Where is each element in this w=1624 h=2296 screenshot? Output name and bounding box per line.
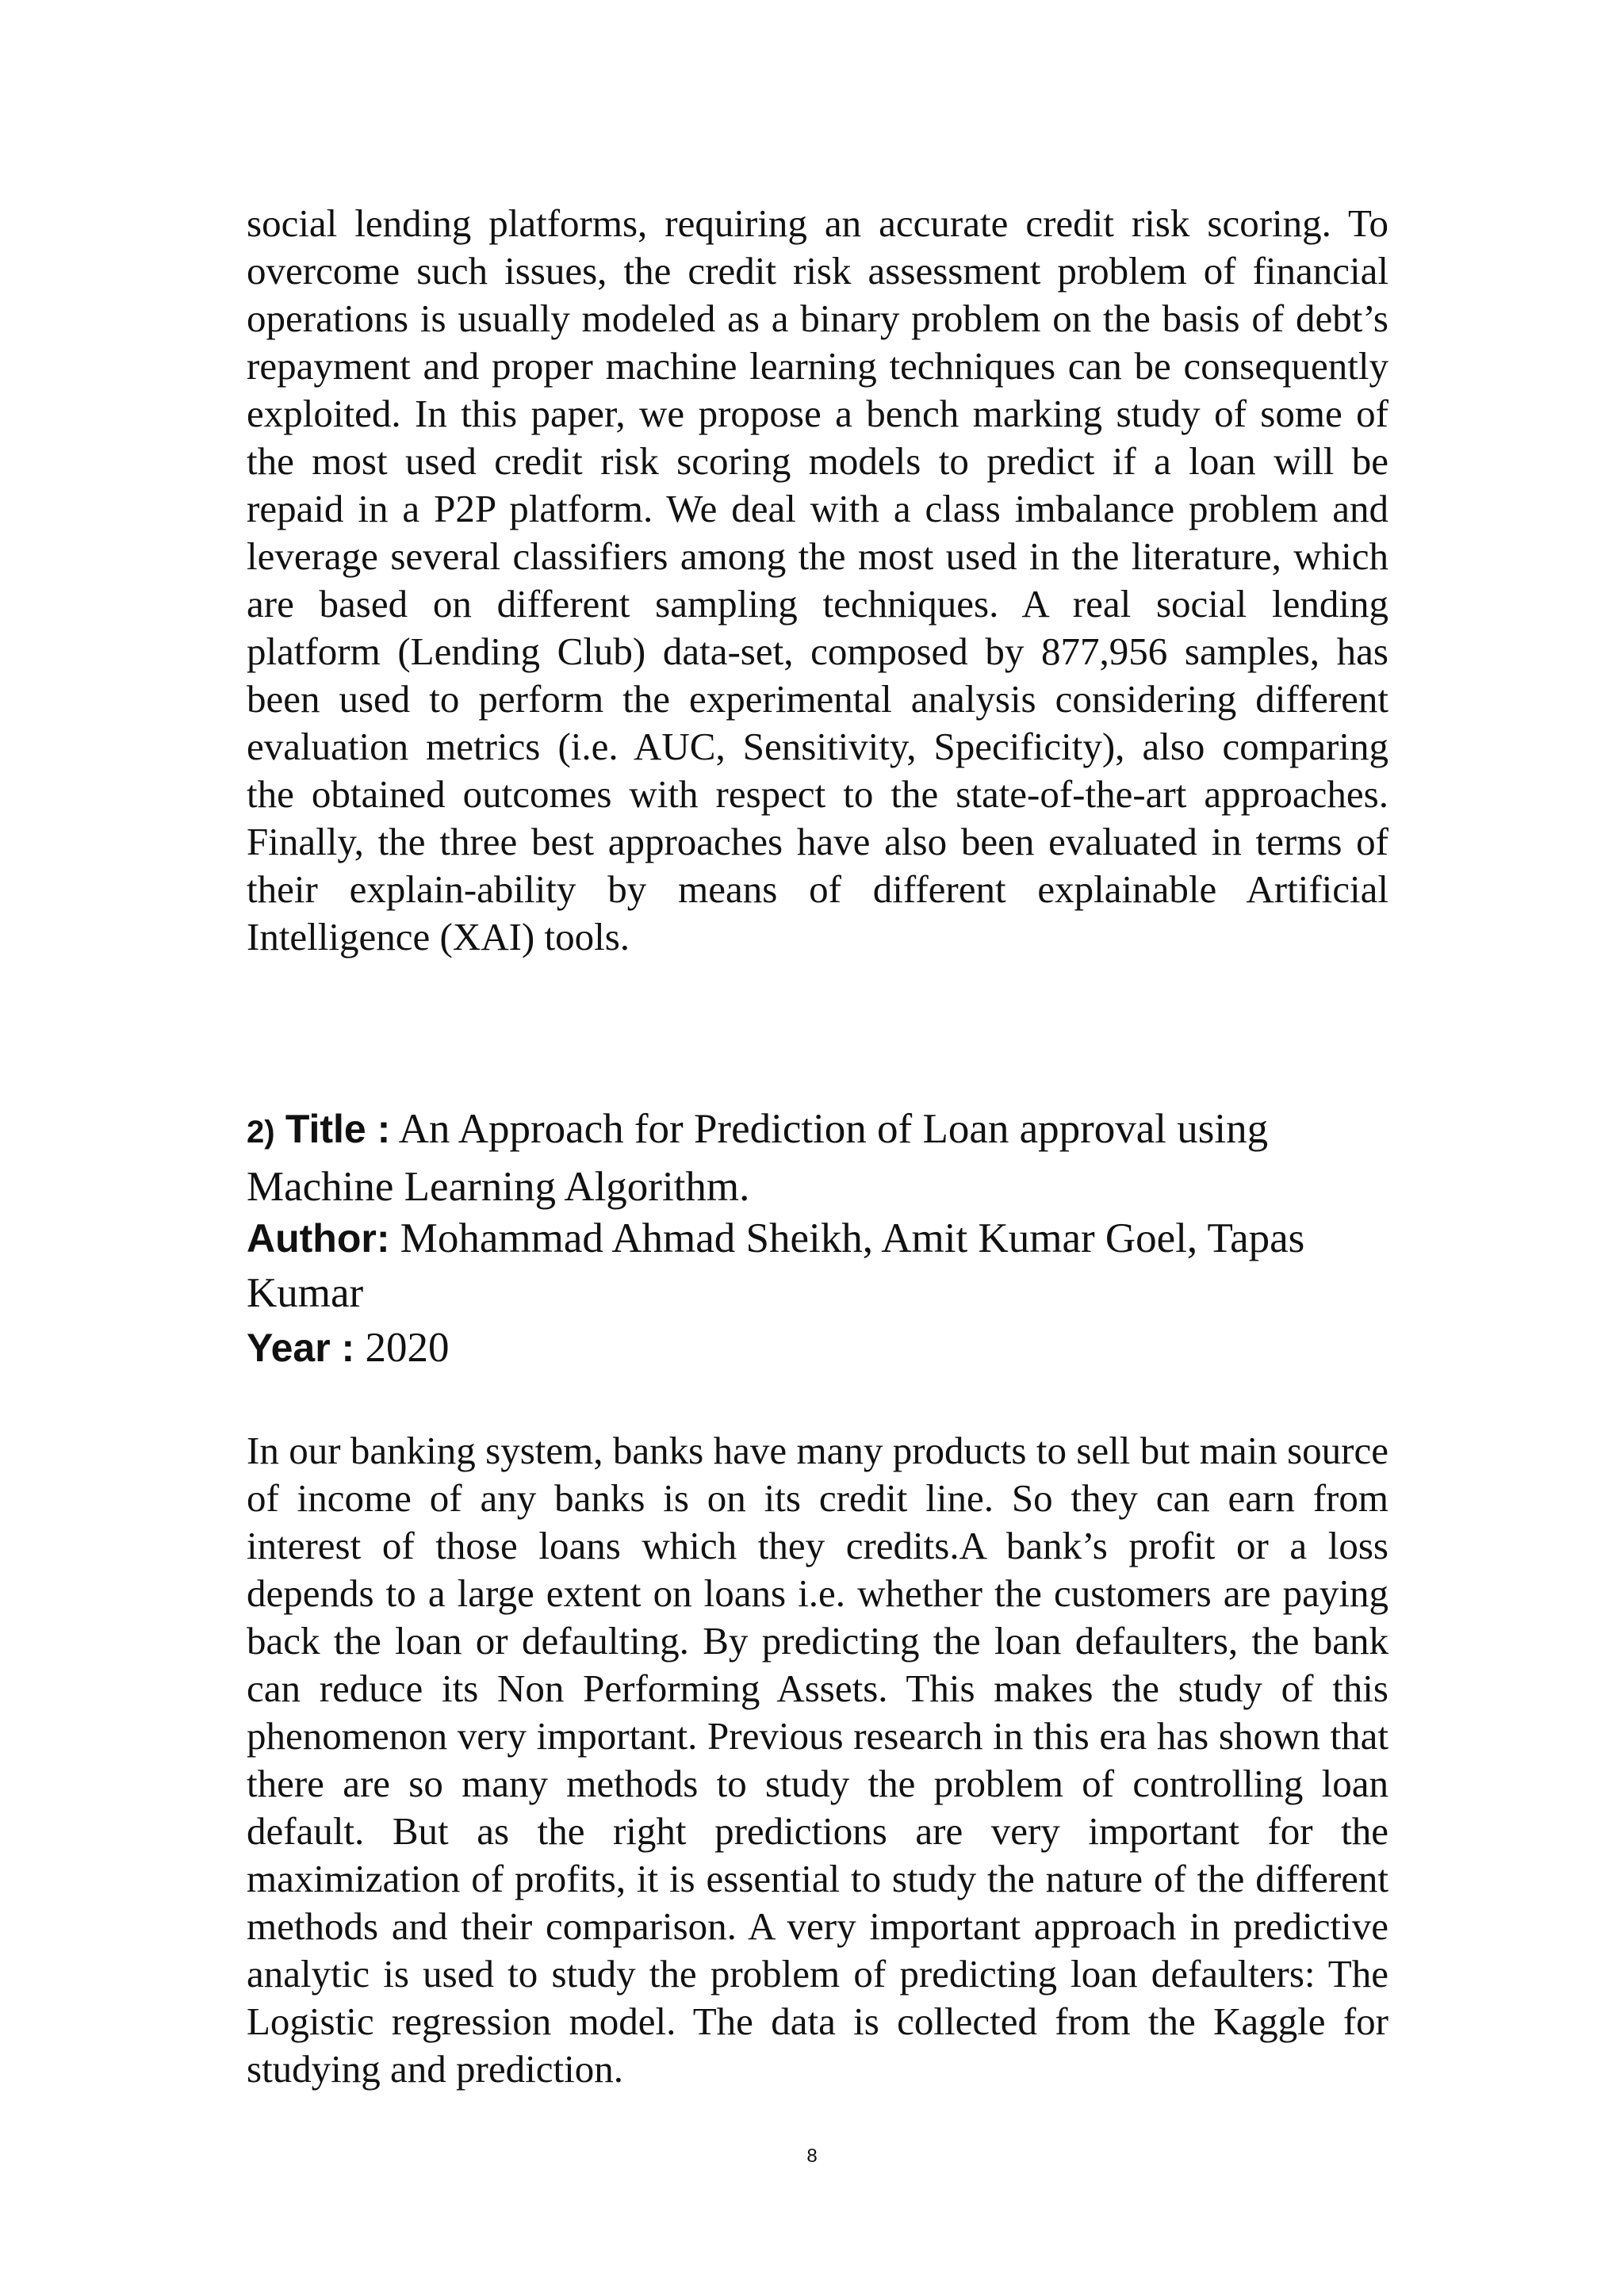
paper-abstract: In our banking system, banks have many products to sell but main source of income of any banks is on its credit line. So they can earn from interest of those loans which they credits.A bank’s profit or a loss depends to a large extent on loans i.e. whether the customers are paying back the loan or defaulting. By predicting the loan defaulters, the bank can reduce its Non Performing Assets. This makes the study of this phenomenon very important. Previous research in this era has shown that there are so many methods to study the problem of controlling loan default. But as the right predictions are very important for the maximization of profits, it is essential to study the nature of the different methods and their comparison. A very important approach in predictive analytic is used to study the problem of predicting loan defaulters: The Logistic regression model. The data is collected from the Kaggle for studying and prediction. bbox=[247, 1429, 1388, 2091]
previous-paper-abstract: social lending platforms, requiring an accurate credit risk scoring. To overcome such issues, the credit risk assessment problem of financial operations is usually modeled as a binary problem on the basis of debt’s repayment and proper machine learning techniques can be consequently exploited. In this paper, we propose a bench marking study of some of the most used credit risk scoring models to predict if a loan will be repaid in a P2P platform. We deal with a class imbalance problem and leverage several classifiers among the most used in the literature, which are based on different sampling techniques. A real social lending platform (Lending Club) data-set, composed by 877,956 samples, has been used to perform the experimental analysis considering different evaluation metrics (i.e. AUC, Sensitivity, Specificity), also comparing the obtained outcomes with respect to the state-of-the-art approaches. Finally, the three best approaches have also been evaluated in terms of their explain-ability by means of different explainable Artificial Intelligence (XAI) tools. bbox=[247, 201, 1388, 959]
paper-year: 2020 bbox=[365, 1325, 450, 1371]
entry-number: 2) bbox=[247, 1115, 275, 1150]
year-label: Year : bbox=[247, 1326, 355, 1370]
paper-title: An Approach for Prediction of Loan approval using Machine Learning Algorithm. bbox=[247, 1106, 1269, 1210]
page-number: 8 bbox=[806, 2145, 818, 2167]
paper-authors: Mohammad Ahmad Sheikh, Amit Kumar Goel, Tapas Kumar bbox=[247, 1215, 1305, 1316]
paper-author-entry bbox=[247, 1211, 1388, 1321]
paper-year-entry bbox=[247, 1321, 1388, 1376]
author-label: Author: bbox=[247, 1216, 390, 1261]
title-label: Title : bbox=[285, 1107, 391, 1151]
paper-title-entry bbox=[247, 1102, 1388, 1215]
